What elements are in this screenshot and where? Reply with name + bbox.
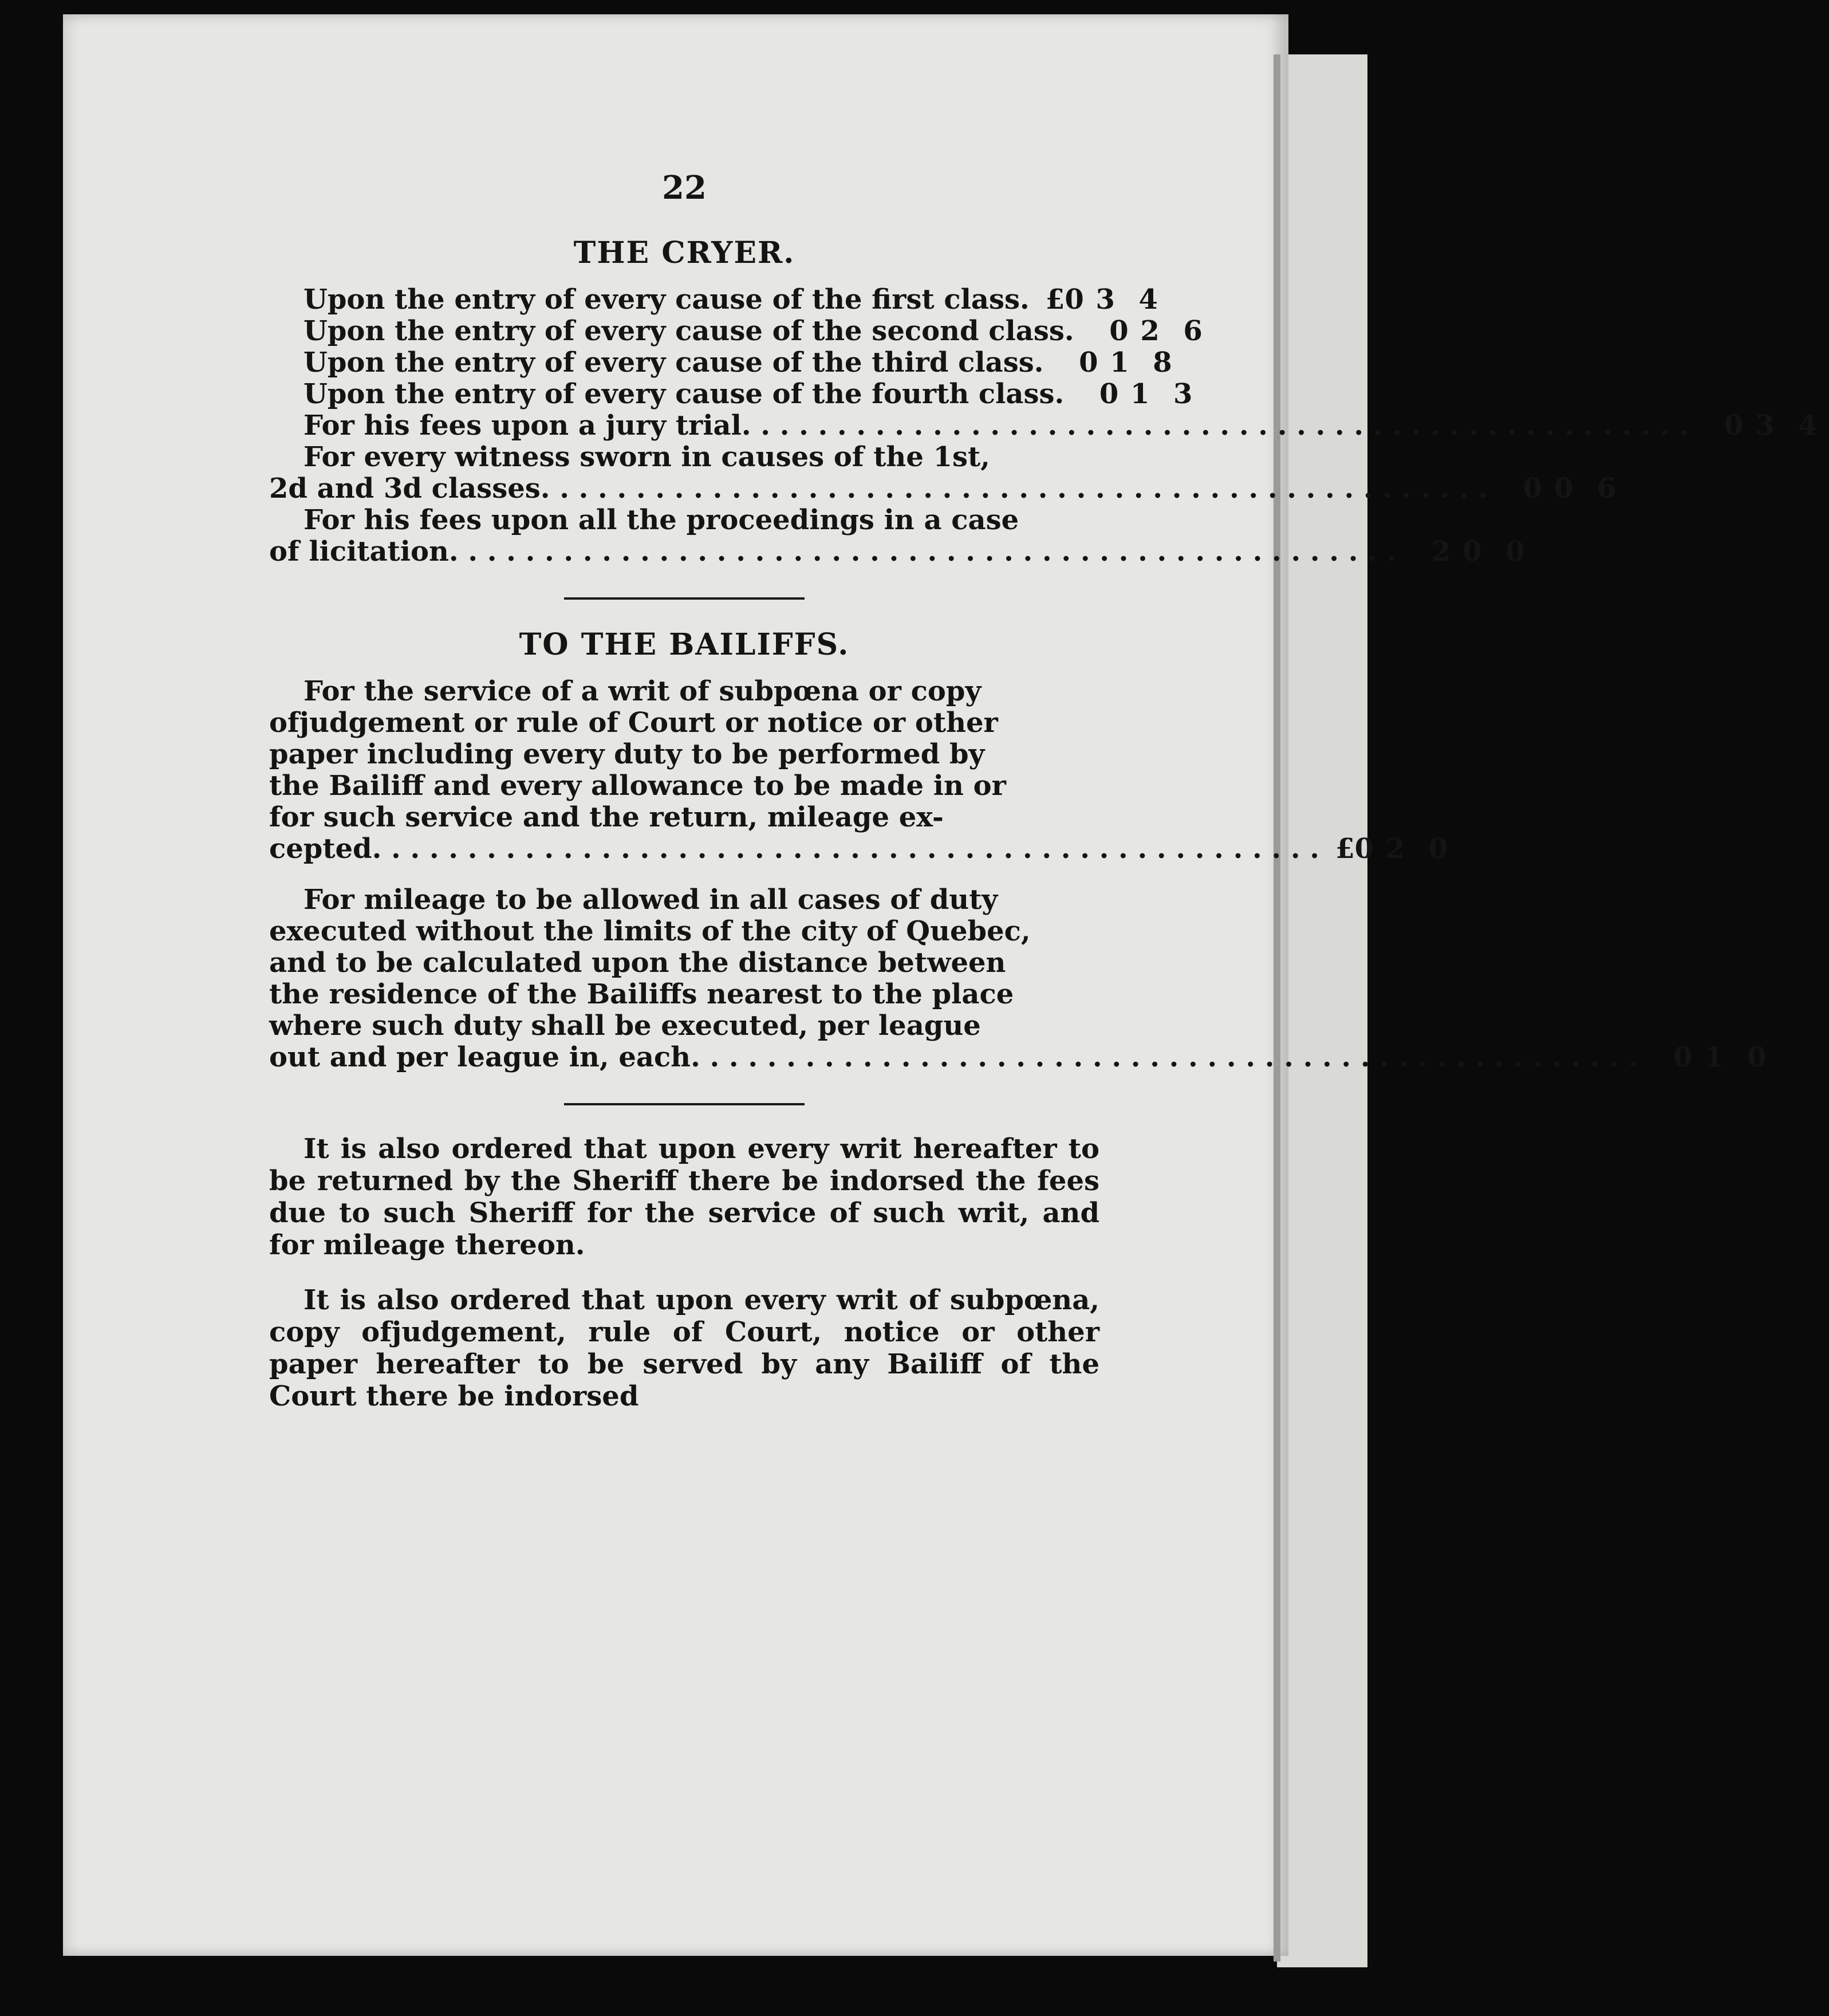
licitation-fee-line1: For his fees upon all the proceedings in a case	[303, 504, 1019, 536]
fee-shillings: 2	[1140, 315, 1160, 347]
fee-description: Upon the entry of every cause of the second class.	[303, 315, 1074, 347]
section-divider	[564, 597, 805, 600]
fee-row	[269, 472, 1617, 505]
fee-pence: 0	[1428, 833, 1448, 865]
fee-row	[269, 833, 1448, 865]
service-line: For the service of a writ of subpœna or copy	[303, 675, 981, 707]
mileage-line: and to be calculated upon the distance between	[269, 947, 1006, 979]
fee-shillings: 1	[1704, 1041, 1724, 1073]
fee-amount	[1689, 410, 1829, 442]
fee-amount	[1074, 316, 1215, 347]
fee-shillings: 3	[1755, 410, 1775, 442]
fee-description: For his fees upon a jury trial. . . .	[269, 410, 1689, 442]
fee-shillings: 0	[1554, 472, 1574, 505]
fee-row	[269, 378, 1193, 410]
witness-fee-line1: For every witness sworn in causes of the 1st,	[303, 441, 990, 473]
service-last-line: cepted. . . .	[269, 833, 1319, 865]
page-number: 22	[662, 169, 707, 207]
fee-row	[269, 346, 1172, 379]
service-line: paper including every duty to be performed by	[269, 738, 985, 770]
page-content	[269, 169, 1818, 1435]
mileage-line: where such duty shall be executed, per league	[269, 1010, 981, 1042]
fee-pounds: £0	[1335, 833, 1374, 865]
fee-pounds: 0	[1523, 472, 1543, 505]
fee-pounds: 2	[1431, 536, 1451, 568]
fee-shillings: 2	[1385, 833, 1405, 865]
mileage-line: the residence of the Bailiffs nearest to the place	[269, 978, 1014, 1010]
cryer-fee-list	[269, 284, 1818, 568]
fee-row	[269, 1041, 1767, 1073]
fee-description: Upon the entry of every cause of the first class.	[303, 284, 1030, 316]
fee-row	[269, 536, 1525, 568]
order-paragraph-bailiff: It is also ordered that upon every writ of subpœna, copy ofjudgement, rule of Court, notice or other paper hereafter to be served by any Bailiff of the Court there be indorsed	[269, 1284, 1099, 1412]
fee-amount	[1064, 379, 1204, 410]
fee-pounds: 0	[1673, 1041, 1693, 1073]
section-divider	[564, 1103, 805, 1105]
mileage-line: For mileage to be allowed in all cases of duty	[303, 884, 998, 916]
fee-pence: 4	[1138, 284, 1158, 316]
bailiffs-section-title: TO THE BAILIFFS.	[519, 627, 850, 662]
fee-shillings: 0	[1463, 536, 1482, 568]
mileage-last-line: out and per league in, each. . . .	[269, 1042, 1638, 1073]
fee-pounds: 0	[1724, 410, 1744, 442]
licitation-fee-line2: of licitation. . . .	[269, 536, 1396, 568]
service-line: ofjudgement or rule of Court or notice or other	[269, 707, 998, 739]
fee-amount	[1396, 536, 1536, 568]
page-fold-shadow	[1274, 54, 1280, 1962]
fee-pounds: 0	[1079, 346, 1098, 379]
fee-pounds: £0	[1045, 284, 1084, 316]
fee-pence: 0	[1505, 536, 1525, 568]
fee-row	[269, 284, 1158, 316]
fee-amount	[1488, 473, 1628, 505]
fee-description: Upon the entry of every cause of the fourth class.	[303, 378, 1065, 410]
mileage-line: executed without the limits of the city of Quebec,	[269, 915, 1031, 947]
fee-pence: 3	[1173, 378, 1193, 410]
bailiffs-fee-list	[269, 675, 1767, 1073]
fee-pounds: 0	[1109, 315, 1129, 347]
fee-pounds: 0	[1099, 378, 1119, 410]
service-line: for such service and the return, mileage ex-	[269, 801, 944, 833]
fee-pence: 6	[1183, 315, 1203, 347]
fee-row	[269, 410, 1818, 442]
fee-amount	[1638, 1042, 1778, 1073]
order-paragraph-sheriff: It is also ordered that upon every writ hereafter to be returned by the Sheriff there be indorsed the fees due to such Sheriff for the service of such writ, and for mileage thereon.	[269, 1133, 1099, 1261]
fee-amount	[1043, 347, 1184, 379]
fee-row	[269, 315, 1203, 347]
fee-amount	[1319, 833, 1460, 865]
fee-shillings: 1	[1110, 346, 1129, 379]
cryer-section-title: THE CRYER.	[573, 235, 795, 270]
fee-pence: 8	[1153, 346, 1172, 379]
service-line: the Bailiff and every allowance to be made in or	[269, 770, 1006, 802]
fee-pence: 6	[1597, 472, 1617, 505]
fee-pence: 4	[1798, 410, 1818, 442]
fee-shillings: 3	[1095, 284, 1115, 316]
back-page-edge	[1277, 54, 1367, 1967]
fee-amount	[1030, 284, 1170, 316]
fee-pence: 0	[1747, 1041, 1767, 1073]
fee-description: Upon the entry of every cause of the third class.	[303, 346, 1044, 379]
witness-fee-line2: 2d and 3d classes. . . .	[269, 473, 1488, 505]
fee-shillings: 1	[1130, 378, 1150, 410]
